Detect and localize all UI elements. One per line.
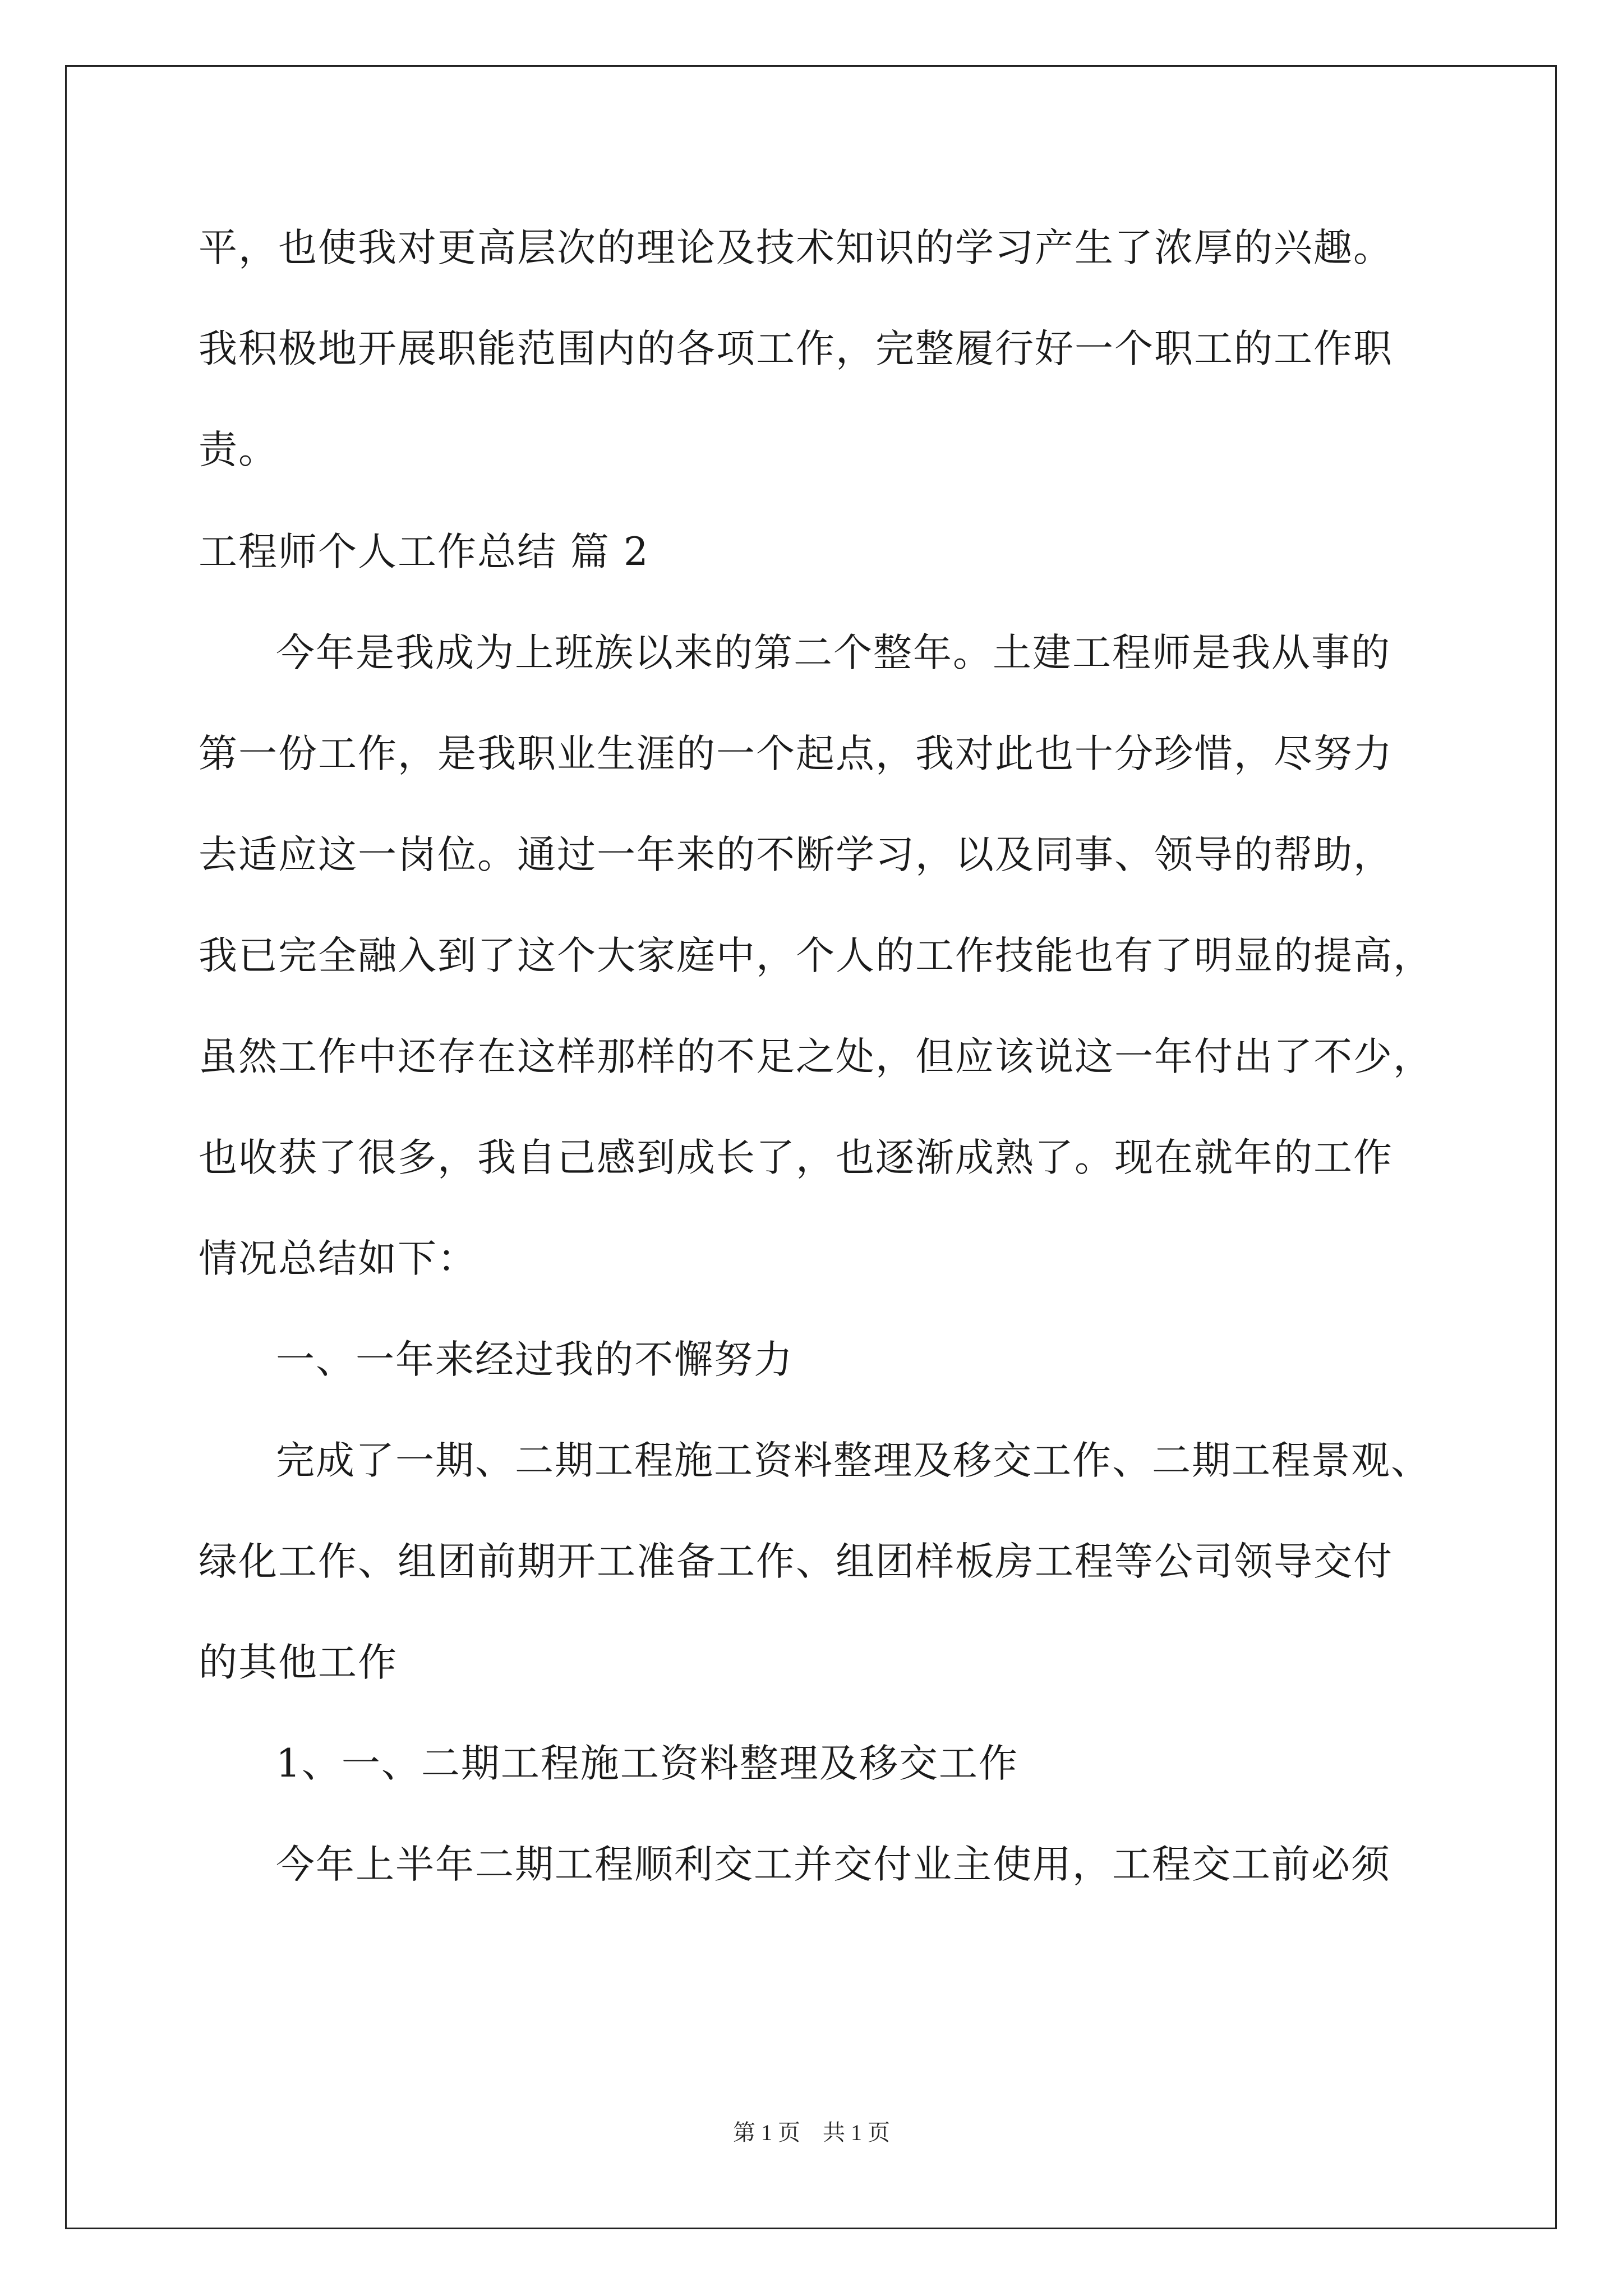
paragraph-line: 今年是我成为上班族以来的第二个整年。土建工程师是我从事的 <box>276 631 1391 675</box>
paragraph-line: 虽然工作中还存在这样那样的不足之处，但应该说这一年付出了不少， <box>199 1034 1433 1079</box>
paragraph-line: 去适应这一岗位。通过一年来的不断学习，以及同事、领导的帮助， <box>199 832 1393 877</box>
list-heading: 一、一年来经过我的不懈努力 <box>276 1337 794 1382</box>
page-footer: 第 1 页 共 1 页 <box>733 2120 890 2145</box>
section-heading: 工程师个人工作总结 篇 2 <box>199 530 649 574</box>
paragraph-line: 责。 <box>199 427 278 472</box>
list-heading: 1、一、二期工程施工资料整理及移交工作 <box>276 1741 1018 1786</box>
paragraph-line: 第一份工作，是我职业生涯的一个起点，我对此也十分珍惜，尽努力 <box>199 731 1393 776</box>
paragraph-line: 完成了一期、二期工程施工资料整理及移交工作、二期工程景观、 <box>276 1438 1431 1483</box>
paragraph-line: 情况总结如下： <box>199 1236 477 1281</box>
paragraph-line: 今年上半年二期工程顺利交工并交付业主使用，工程交工前必须 <box>276 1842 1391 1887</box>
paragraph-line: 也收获了很多，我自己感到成长了，也逐渐成熟了。现在就年的工作 <box>199 1135 1393 1180</box>
paragraph-line: 我已完全融入到了这个大家庭中，个人的工作技能也有了明显的提高， <box>199 933 1433 978</box>
paragraph-line: 平，也使我对更高层次的理论及技术知识的学习产生了浓厚的兴趣。 <box>199 226 1393 270</box>
paragraph-line: 绿化工作、组团前期开工准备工作、组团样板房工程等公司领导交付 <box>199 1539 1393 1584</box>
paragraph-line: 我积极地开展职能范围内的各项工作，完整履行好一个职工的工作职 <box>199 326 1393 371</box>
paragraph-line: 的其他工作 <box>199 1640 398 1685</box>
